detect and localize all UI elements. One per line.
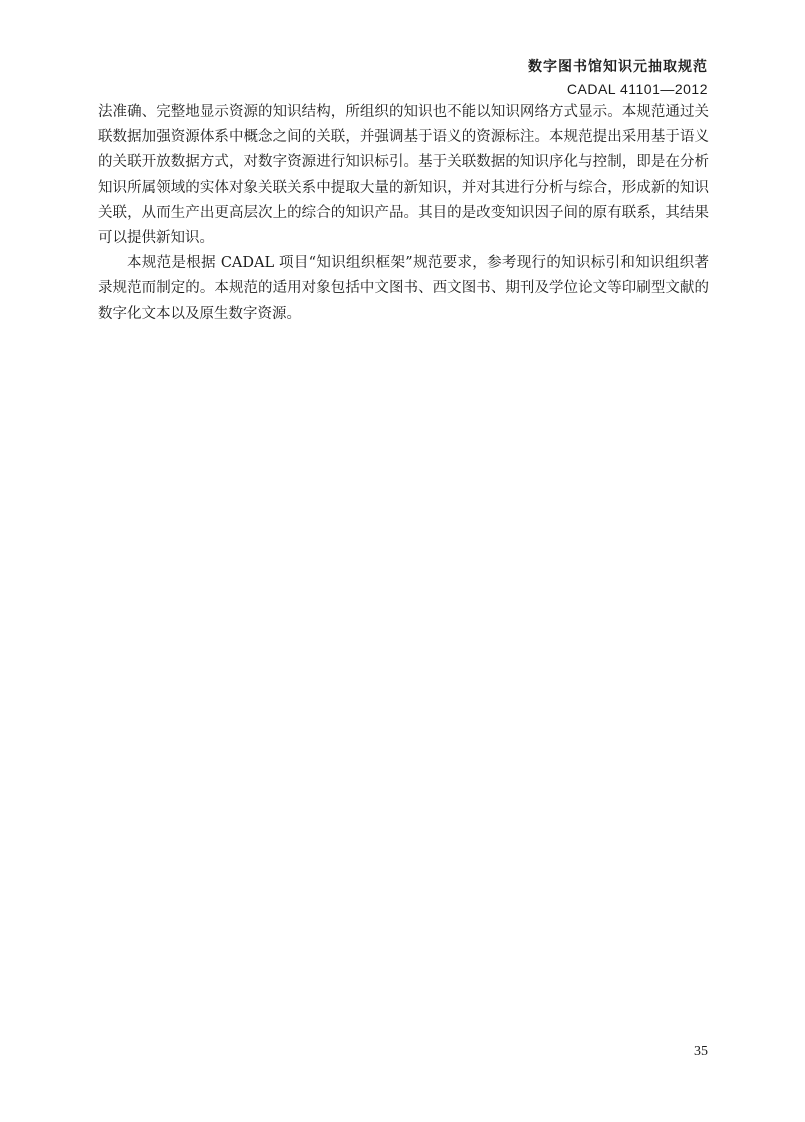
paragraph-continuation: 法准确、完整地显示资源的知识结构，所组织的知识也不能以知识网络方式显示。本规范通过关联数据加强资源体系中概念之间的关联，并强调基于语义的资源标注。本规范提出采用基于语义的关联开放数据方式，对数字资源进行知识标引。基于关联数据的知识序化与控制，即是在分析知识所属领域的实体对象关联关系中提取大量的新知识，并对其进行分析与综合，形成新的知识关联，从而生产出更高层次上的综合的知识产品。其目的是改变知识因子间的原有联系，其结果可以提供新知识。 <box>98 104 709 247</box>
page-number: 35 <box>694 1044 708 1059</box>
body-text <box>98 100 709 327</box>
paragraph: 本规范是根据 CADAL 项目“知识组织框架”规范要求，参考现行的知识标引和知识组织著录规范而制定的。本规范的适用对象包括中文图书、西文图书、期刊及学位论文等印刷型文献的数字化文本以及原生数字资源。 <box>98 255 709 322</box>
header-title: 数字图书馆知识元抽取规范 <box>528 59 708 75</box>
header-standard-code: CADAL 41101—2012 <box>566 81 708 97</box>
